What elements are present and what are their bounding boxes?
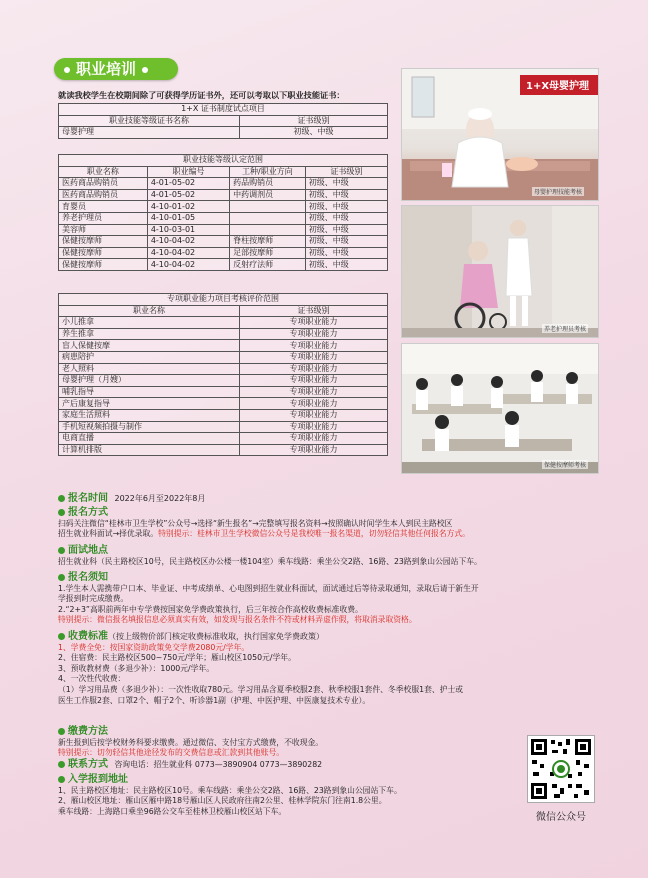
table-row [59, 433, 388, 445]
table-row [59, 409, 388, 421]
table-cell: 专项职业能力 [239, 351, 387, 363]
bullet-icon [58, 574, 65, 581]
table-row [59, 421, 388, 433]
section-registration-notice [58, 573, 618, 626]
table-row [59, 189, 388, 201]
fee-item: （1）学习用品费（多退少补）：一次性收取780元。学习用品含夏季校服2套、秋季校服1套件、冬季校服1套、护士或 [58, 684, 464, 694]
table-cell: 医药商品购销员 [59, 189, 148, 201]
table-cell: 专项职业能力 [239, 375, 387, 387]
table-cell: 手机短视频拍摄与制作 [59, 421, 240, 433]
table-cell: 病患陪护 [59, 351, 240, 363]
bullet-icon [58, 633, 65, 640]
section-text: 2.“2+3”高职前两年中专学费按国家免学费政策执行，后三年按合作高校收费标准收费。 [58, 604, 363, 614]
photo-elderly-care-exam [401, 205, 599, 338]
table-cell: 专项职业能力 [239, 409, 387, 421]
table-row [59, 328, 388, 340]
table-header: 职业编号 [147, 166, 229, 178]
section-fees [58, 632, 618, 706]
table-row [59, 317, 388, 329]
table-cell: 4-01-05-02 [147, 178, 229, 190]
skill-certification-table [58, 154, 388, 271]
section-title: 职业培训 [76, 60, 137, 78]
table-cell: 专项职业能力 [239, 328, 387, 340]
table-cell: 专项职业能力 [239, 363, 387, 375]
table-cell: 初级、中级 [305, 212, 387, 224]
fee-item: 3、预收教材费（多退少补）：1000元/学年。 [58, 663, 215, 673]
contact-phone: 咨询电话：招生就业科 0773—3890904 0773—3890282 [114, 760, 323, 769]
section-registration-time [58, 494, 618, 505]
fee-item: 4、一次性代收费： [58, 674, 126, 684]
table-cell: 母婴护理 [59, 127, 240, 139]
section-heading: 联系方式 [68, 759, 108, 770]
section-subheading: （按上级物价部门核定收费标准收取，执行国家免学费政策） [108, 632, 324, 641]
photo-illustration [402, 206, 598, 337]
table-cell: 中药调剂员 [230, 189, 306, 201]
table-cell [230, 201, 306, 213]
dot-icon [64, 67, 70, 73]
wechat-qr-code[interactable] [527, 735, 595, 803]
photo-illustration [402, 69, 598, 200]
table-row [59, 178, 388, 190]
table-cell: 专项职业能力 [239, 340, 387, 352]
table-cell: 初级、中级 [305, 224, 387, 236]
table-cell: 初级、中级 [305, 201, 387, 213]
table-cell: 电商直播 [59, 433, 240, 445]
fee-item: 医生工作服2套、口罩2个、帽子2个、听诊器1副（护理、中医护理、中医康复技术专业）。 [58, 695, 371, 705]
photo-caption: 养老护理员考核 [544, 326, 587, 333]
section-heading: 报名时间 [68, 493, 108, 504]
section-text: 招生就业科（民主路校区10号，民主路校区办公楼一楼104室）乘车线路：乘坐公交2路、16路、23路到象山公园站下车。 [58, 556, 482, 566]
bullet-icon [58, 728, 65, 735]
table-cell: 产后康复指导 [59, 398, 240, 410]
table-row [59, 259, 388, 271]
table-cell: 专项职业能力 [239, 317, 387, 329]
photo-maternal-care-exam [401, 68, 599, 201]
section-heading: 报名须知 [68, 572, 108, 583]
table-cell: 4-10-04-02 [147, 259, 229, 271]
table-cell: 专项职业能力 [239, 398, 387, 410]
table-cell: 专项职业能力 [239, 433, 387, 445]
section-heading: 收费标准 [68, 631, 108, 642]
table-header: 职业名称 [59, 305, 240, 317]
table-header: 职业名称 [59, 166, 148, 178]
table-row [59, 127, 388, 139]
table-cell: 小儿推拿 [59, 317, 240, 329]
fee-item: 2、住宿费：民主路校区500~750元/学年；雁山校区1050元/学年。 [58, 653, 296, 663]
table-cell: 4-10-04-02 [147, 236, 229, 248]
table-cell: 初级、中级 [305, 247, 387, 259]
warning-text: 特别提示：切勿轻信其他途径发布的交费信息或汇款到其他账号。 [58, 748, 285, 758]
table-row [59, 247, 388, 259]
table-cell: 专项职业能力 [239, 444, 387, 456]
section-heading: 缴费方法 [68, 726, 108, 737]
table-header: 工种/职业方向 [230, 166, 306, 178]
table-cell: 初级、中级 [239, 127, 387, 139]
dot-icon [142, 67, 148, 73]
section-text: 1.学生本人需携带户口本、毕业证、中考成绩单、心电图到招生就业科面试，面试通过后等待录取通知，录取后请于新生开 [58, 583, 479, 593]
table-cell: 养老护理员 [59, 212, 148, 224]
table-cell: 哺乳指导 [59, 386, 240, 398]
certificate-table-1x [58, 103, 388, 139]
photo-caption: 母婴护理技能考核 [534, 189, 583, 196]
table-cell: 母婴护理（月嫂） [59, 375, 240, 387]
table-cell: 保健按摩师 [59, 247, 148, 259]
section-text: 扫码关注微信“桂林市卫生学校”公众号→选择“新生报名”→完整填写报名资料→按照确认时间学生本人到民主路校区 [58, 518, 453, 528]
table-row [59, 201, 388, 213]
section-text: 2022年6月至2022年8月 [114, 494, 206, 503]
qr-code-icon [528, 736, 594, 802]
table-cell: 家庭生活照料 [59, 409, 240, 421]
table-caption: 专项职业能力项目考核评价范围 [59, 294, 388, 306]
table-row [59, 398, 388, 410]
section-heading: 报名方式 [68, 507, 108, 518]
special-ability-table [58, 293, 388, 456]
table-cell: 4-10-01-05 [147, 212, 229, 224]
table-cell: 初级、中级 [305, 178, 387, 190]
photo-illustration [402, 344, 598, 473]
table-cell: 4-10-04-02 [147, 247, 229, 259]
table-caption: 1+X 证书制度试点项目 [59, 104, 388, 116]
table-cell: 4-10-01-02 [147, 201, 229, 213]
table-header: 证书级别 [239, 305, 387, 317]
bullet-icon [58, 547, 65, 554]
table-cell: 初级、中级 [305, 189, 387, 201]
section-interview-location [58, 546, 618, 567]
section-heading: 入学报到地址 [68, 774, 128, 785]
table-cell: 保健按摩师 [59, 236, 148, 248]
section-heading: 面试地点 [68, 545, 108, 556]
table-cell: 反射疗法师 [230, 259, 306, 271]
table-cell: 盲人保健按摩 [59, 340, 240, 352]
table-cell: 4-10-03-01 [147, 224, 229, 236]
table-cell: 初级、中级 [305, 259, 387, 271]
table-cell: 初级、中级 [305, 236, 387, 248]
table-cell: 医药商品购销员 [59, 178, 148, 190]
table-cell: 保健按摩师 [59, 259, 148, 271]
photo-massage-exam [401, 343, 599, 474]
intro-text: 就读我校学生在校期间除了可获得学历证书外，还可以考取以下职业技能证书： [58, 90, 345, 100]
table-header: 证书级别 [239, 115, 387, 127]
section-text: 2、雁山校区地址：雁山区雁中路18号雁山区人民政府往南2公里、桂林学院东门往南1.8公里。 [58, 796, 387, 806]
section-registration-method [58, 508, 618, 540]
qr-label: 微信公众号 [536, 812, 586, 823]
table-row [59, 363, 388, 375]
table-row [59, 444, 388, 456]
warning-text: 特别提示：微信报名填报信息必须真实有效，如发现与报名条件不符或材料弄虚作假，将取消录取资格。 [58, 615, 417, 625]
table-cell: 足部按摩师 [230, 247, 306, 259]
table-cell: 专项职业能力 [239, 386, 387, 398]
table-row [59, 224, 388, 236]
table-cell: 老人照料 [59, 363, 240, 375]
section-title-badge [54, 58, 178, 80]
fee-item: 1、学费全免：按国家资助政策免交学费2080元/学年。 [58, 642, 250, 652]
table-row [59, 351, 388, 363]
table-cell: 脊柱按摩师 [230, 236, 306, 248]
table-cell: 4-01-05-02 [147, 189, 229, 201]
table-cell: 计算机排版 [59, 444, 240, 456]
bullet-icon [58, 495, 65, 502]
photo-sign-text: 1+X母婴护理 [526, 81, 590, 92]
table-cell: 美容师 [59, 224, 148, 236]
bullet-icon [58, 509, 65, 516]
table-cell: 药品购销员 [230, 178, 306, 190]
table-header: 职业技能等级证书名称 [59, 115, 240, 127]
table-row [59, 212, 388, 224]
photo-caption: 保健按摩师考核 [544, 462, 587, 469]
table-row [59, 340, 388, 352]
bullet-icon [58, 776, 65, 783]
section-text: 新生报到后按学校财务科要求缴费。通过微信、支付宝方式缴费，不收现金。 [58, 737, 324, 747]
table-cell [230, 224, 306, 236]
table-cell: 育婴员 [59, 201, 148, 213]
table-cell: 养生推拿 [59, 328, 240, 340]
section-text: 1、民主路校区地址：民主路校区10号。乘车线路：乘坐公交2路、16路、23路到象山公园站下车。 [58, 785, 402, 795]
bullet-icon [58, 761, 65, 768]
table-caption: 职业技能等级认定范围 [59, 155, 388, 167]
section-text: 乘车线路：上海路口乘坐96路公交车至桂林卫校雁山校区站下车。 [58, 806, 287, 816]
table-row [59, 386, 388, 398]
table-cell [230, 212, 306, 224]
warning-text: 特别提示：桂林市卫生学校微信公众号是我校唯一报名渠道，切勿轻信其他任何报名方式。 [158, 529, 470, 539]
section-text: 学报到时完成缴费。 [58, 594, 129, 604]
table-row [59, 236, 388, 248]
table-cell: 专项职业能力 [239, 421, 387, 433]
section-text: 招生就业科面试→择优录取。 [58, 529, 159, 539]
table-row [59, 375, 388, 387]
table-header: 证书级别 [305, 166, 387, 178]
